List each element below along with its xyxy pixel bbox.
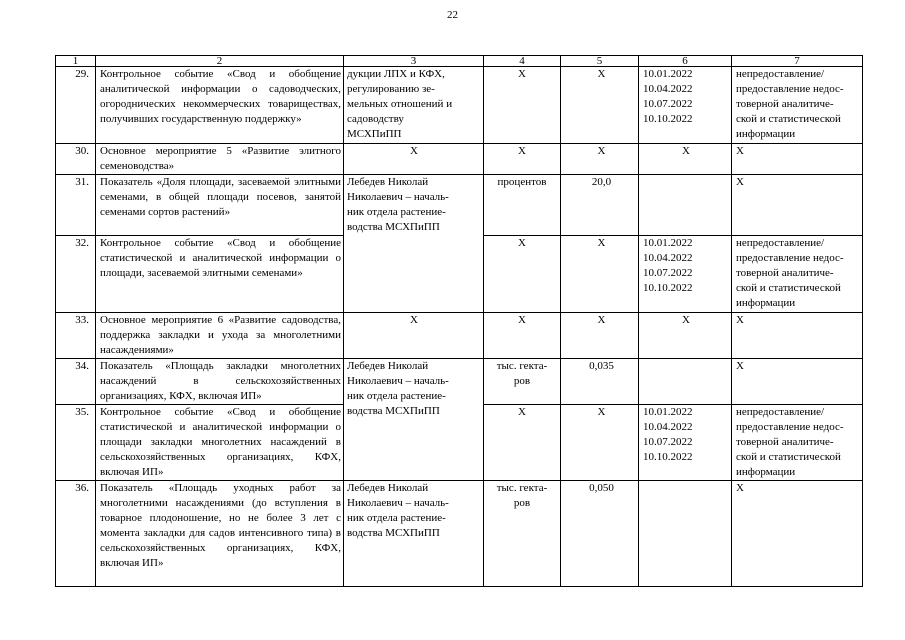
- row-sanction: непредоставление/ предоставление недос- товерной аналитиче- ской и статистической информации: [732, 67, 863, 144]
- row-unit: Х: [484, 236, 561, 313]
- row-value: Х: [561, 67, 639, 144]
- column-header: 5: [561, 56, 639, 67]
- row-description: Контрольное событие «Свод и обобщение аналитической информации о садоводческих, огороднических некоммерческих товариществах, получивших государственную поддержку»: [96, 67, 344, 144]
- row-sanction: Х: [732, 481, 863, 587]
- row-responsible: Лебедев Николай Николаевич – началь- ник отдела растение- водства МСХПиПП: [344, 175, 484, 313]
- row-sanction: непредоставление/ предоставление недос- товерной аналитиче- ской и статистической информации: [732, 236, 863, 313]
- row-value: 0,035: [561, 359, 639, 405]
- row-responsible: Лебедев Николай Николаевич – началь- ник отдела растение- водства МСХПиПП: [344, 481, 484, 587]
- row-responsible: Х: [344, 144, 484, 175]
- row-number: 33.: [56, 313, 96, 359]
- row-dates: [639, 359, 732, 405]
- measures-table: [55, 55, 863, 587]
- column-header: 3: [344, 56, 484, 67]
- row-number: 29.: [56, 67, 96, 144]
- row-dates: 10.01.2022 10.04.2022 10.07.2022 10.10.2022: [639, 236, 732, 313]
- row-value: Х: [561, 144, 639, 175]
- column-header: 4: [484, 56, 561, 67]
- row-description: Основное мероприятие 6 «Развитие садоводства, поддержка закладки и ухода за многолетними насаждениями»: [96, 313, 344, 359]
- row-dates: Х: [639, 313, 732, 359]
- row-unit: Х: [484, 405, 561, 481]
- row-dates: 10.01.2022 10.04.2022 10.07.2022 10.10.2022: [639, 67, 732, 144]
- row-unit: тыс. гекта- ров: [484, 481, 561, 587]
- row-responsible: Х: [344, 313, 484, 359]
- table-header-row: [56, 56, 863, 67]
- row-number: 31.: [56, 175, 96, 236]
- row-number: 36.: [56, 481, 96, 587]
- row-dates: [639, 175, 732, 236]
- row-description: Показатель «Площадь закладки многолетних насаждений в сельскохозяйственных организациях, КФХ, включая ИП»: [96, 359, 344, 405]
- row-unit: Х: [484, 67, 561, 144]
- row-number: 34.: [56, 359, 96, 405]
- table-row: [56, 313, 863, 359]
- table-row: [56, 359, 863, 405]
- row-sanction: Х: [732, 144, 863, 175]
- row-number: 30.: [56, 144, 96, 175]
- row-value: Х: [561, 236, 639, 313]
- row-sanction: Х: [732, 175, 863, 236]
- row-number: 35.: [56, 405, 96, 481]
- row-description: Показатель «Площадь уходных работ за многолетними насаждениями (до вступления в товарное плодоношение, но не более 3 лет с момента закладки для садов интенсивного типа) в сельскохозяйственных организациях, КФХ, включая ИП»: [96, 481, 344, 587]
- row-unit: тыс. гекта- ров: [484, 359, 561, 405]
- column-header: 2: [96, 56, 344, 67]
- table-row: [56, 175, 863, 236]
- table-row: [56, 481, 863, 587]
- row-sanction: Х: [732, 359, 863, 405]
- column-header: 1: [56, 56, 96, 67]
- column-header: 6: [639, 56, 732, 67]
- row-number: 32.: [56, 236, 96, 313]
- row-unit: процентов: [484, 175, 561, 236]
- row-unit: Х: [484, 144, 561, 175]
- row-value: Х: [561, 313, 639, 359]
- table-row: [56, 67, 863, 144]
- row-description: Показатель «Доля площади, засеваемой элитными семенами, в общей площади посевов, занятой семенами сортов растений»: [96, 175, 344, 236]
- row-dates: 10.01.2022 10.04.2022 10.07.2022 10.10.2022: [639, 405, 732, 481]
- row-value: Х: [561, 405, 639, 481]
- row-value: 20,0: [561, 175, 639, 236]
- table-row: [56, 144, 863, 175]
- row-sanction: Х: [732, 313, 863, 359]
- row-responsible: дукции ЛПХ и КФХ, регулированию зе- мельных отношений и садоводству МСХПиПП: [344, 67, 484, 144]
- row-value: 0,050: [561, 481, 639, 587]
- row-description: Контрольное событие «Свод и обобщение статистической и аналитической информации о площади, засеваемой элитными семенами»: [96, 236, 344, 313]
- row-sanction: непредоставление/ предоставление недос- товерной аналитиче- ской и статистической информации: [732, 405, 863, 481]
- row-unit: Х: [484, 313, 561, 359]
- row-dates: [639, 481, 732, 587]
- page-number: 22: [447, 9, 458, 21]
- row-description: Контрольное событие «Свод и обобщение статистической и аналитической информации о площади закладки многолетних насаждений в сельскохозяйственных организациях, КФХ, включая ИП»: [96, 405, 344, 481]
- row-dates: Х: [639, 144, 732, 175]
- column-header: 7: [732, 56, 863, 67]
- row-responsible: Лебедев Николай Николаевич – началь- ник отдела растение- водства МСХПиПП: [344, 359, 484, 481]
- row-description: Основное мероприятие 5 «Развитие элитного семеноводства»: [96, 144, 344, 175]
